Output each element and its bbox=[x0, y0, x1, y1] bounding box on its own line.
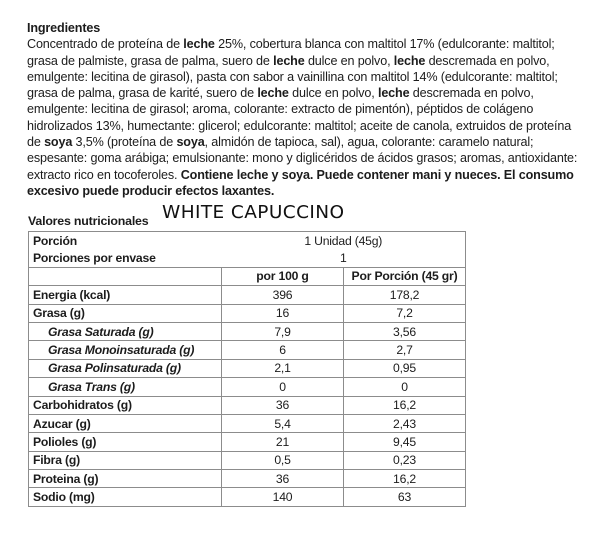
nutrient-row bbox=[29, 414, 466, 432]
ingredients-line bbox=[27, 183, 587, 199]
nutrient-label: Grasa Polinsaturada (g) bbox=[29, 359, 222, 377]
column-header-nutrient bbox=[29, 267, 222, 285]
serving-size-value: 1 Unidad (45g) bbox=[222, 232, 466, 250]
serving-size-row bbox=[29, 232, 466, 250]
nutrient-per-100g: 5,4 bbox=[222, 414, 344, 432]
nutrient-label: Polioles (g) bbox=[29, 433, 222, 451]
nutrient-per-serving: 178,2 bbox=[344, 286, 466, 304]
nutrient-label: Sodio (mg) bbox=[29, 488, 222, 506]
ingredients-text-run: Concentrado de proteína de bbox=[27, 37, 184, 52]
ingredients-bold-text: leche bbox=[393, 53, 426, 68]
ingredients-text-run: grasa de palma, grasa de karité, suero de bbox=[27, 86, 258, 101]
ingredients-line bbox=[27, 36, 587, 52]
ingredients-bold-text: soya bbox=[44, 135, 73, 150]
nutrient-row bbox=[29, 341, 466, 359]
ingredients-bold-text: leche bbox=[273, 53, 305, 68]
servings-per-container-value: 1 bbox=[222, 249, 466, 267]
ingredients-line bbox=[27, 69, 587, 85]
ingredients-bold-text: excesivo puede producir efectos laxantes. bbox=[27, 183, 275, 198]
column-header-per-100g: por 100 g bbox=[222, 267, 344, 285]
nutrient-row bbox=[29, 286, 466, 304]
ingredients-block bbox=[27, 20, 587, 199]
nutrient-label: Energia (kcal) bbox=[29, 286, 222, 304]
ingredients-text-run: descremada en polvo, bbox=[409, 86, 534, 101]
ingredients-text-run: , almidón de tapioca, sal), agua, colorante: caramelo natural; bbox=[204, 135, 534, 150]
ingredients-bold-text: Contiene leche y soya. Puede contener mani y nueces. El consumo bbox=[180, 167, 574, 182]
nutrient-per-serving: 7,2 bbox=[344, 304, 466, 322]
nutrient-label: Grasa Saturada (g) bbox=[29, 322, 222, 340]
servings-per-container-row bbox=[29, 249, 466, 267]
ingredients-text bbox=[27, 36, 587, 199]
ingredients-text-run: emulgente: lecitina de girasol), pasta con sabor a vainillina con maltitol 14% (edulcorante: maltitol; bbox=[27, 69, 558, 84]
nutrient-per-serving: 16,2 bbox=[344, 470, 466, 488]
nutrient-row bbox=[29, 451, 466, 469]
ingredients-line bbox=[27, 101, 587, 117]
nutrient-per-serving: 0,95 bbox=[344, 359, 466, 377]
nutrient-row bbox=[29, 488, 466, 506]
ingredients-text-run: dulce en polvo, bbox=[288, 86, 378, 101]
ingredients-text-run: extracto rico en tocoferoles. bbox=[27, 167, 181, 182]
nutrient-per-serving: 0,23 bbox=[344, 451, 466, 469]
nutrient-row bbox=[29, 378, 466, 396]
ingredients-title: Ingredientes bbox=[27, 21, 101, 35]
ingredients-line bbox=[27, 134, 587, 150]
column-header-row bbox=[29, 267, 466, 285]
ingredients-bold-text: leche bbox=[377, 86, 410, 101]
ingredients-line bbox=[27, 53, 587, 69]
ingredients-text-run: emulgente: lecitina de girasol; aroma, colorante: extracto de pimentón), péptidos de colágeno bbox=[27, 102, 534, 117]
nutrient-per-serving: 3,56 bbox=[344, 322, 466, 340]
nutrient-per-100g: 0,5 bbox=[222, 451, 344, 469]
nutrient-per-100g: 6 bbox=[222, 341, 344, 359]
ingredients-bold-text: leche bbox=[257, 86, 289, 101]
ingredients-text-run: espesante: goma arábiga; emulsionante: mono y diglicéridos de ácidos grasos; aromas, antioxidante: bbox=[27, 151, 578, 166]
ingredients-text-run: dulce en polvo, bbox=[304, 53, 394, 68]
nutrient-per-serving: 63 bbox=[344, 488, 466, 506]
nutrient-per-100g: 36 bbox=[222, 396, 344, 414]
ingredients-text-run: hidrolizados 13%, humectante: glicerol; edulcorante: maltitol; aceite de canola, extruidos de proteína bbox=[27, 118, 572, 133]
nutrient-row bbox=[29, 433, 466, 451]
nutrient-label: Grasa Monoinsaturada (g) bbox=[29, 341, 222, 359]
nutrient-row bbox=[29, 470, 466, 488]
nutrient-per-100g: 140 bbox=[222, 488, 344, 506]
ingredients-text-run: descremada en polvo, bbox=[425, 53, 550, 68]
nutrient-row bbox=[29, 322, 466, 340]
nutrient-row bbox=[29, 359, 466, 377]
ingredients-text-run: de bbox=[27, 135, 45, 150]
ingredients-text-run: 25%, cobertura blanca con maltitol 17% (edulcorante: maltitol; bbox=[214, 37, 555, 52]
nutrient-per-serving: 16,2 bbox=[344, 396, 466, 414]
nutrient-per-100g: 16 bbox=[222, 304, 344, 322]
ingredients-line bbox=[27, 85, 587, 101]
nutrient-label: Azucar (g) bbox=[29, 414, 222, 432]
nutrient-per-100g: 0 bbox=[222, 378, 344, 396]
column-header-per-serving: Por Porción (45 gr) bbox=[344, 267, 466, 285]
nutrient-label: Fibra (g) bbox=[29, 451, 222, 469]
nutrient-per-100g: 21 bbox=[222, 433, 344, 451]
nutrient-per-100g: 2,1 bbox=[222, 359, 344, 377]
ingredients-line bbox=[27, 118, 587, 134]
nutrition-table bbox=[28, 231, 466, 507]
nutrient-row bbox=[29, 396, 466, 414]
serving-size-label: Porción bbox=[29, 232, 222, 250]
ingredients-text-run: grasa de palmiste, grasa de palma, suero de bbox=[27, 53, 274, 68]
nutrition-section-label: Valores nutricionales bbox=[28, 214, 149, 228]
ingredients-text-run: 3,5% (proteína de bbox=[72, 135, 177, 150]
nutrient-per-serving: 2,7 bbox=[344, 341, 466, 359]
nutrient-per-serving: 0 bbox=[344, 378, 466, 396]
ingredients-line bbox=[27, 150, 587, 166]
servings-per-container-label: Porciones por envase bbox=[29, 249, 222, 267]
nutrient-per-100g: 7,9 bbox=[222, 322, 344, 340]
nutrient-per-serving: 2,43 bbox=[344, 414, 466, 432]
ingredients-line bbox=[27, 167, 587, 183]
ingredients-bold-text: leche bbox=[183, 37, 215, 52]
product-title: WHITE CAPUCCINO bbox=[162, 202, 345, 223]
nutrient-label: Grasa (g) bbox=[29, 304, 222, 322]
nutrient-per-serving: 9,45 bbox=[344, 433, 466, 451]
nutrient-label: Proteina (g) bbox=[29, 470, 222, 488]
ingredients-bold-text: soya bbox=[176, 135, 205, 150]
nutrient-per-100g: 36 bbox=[222, 470, 344, 488]
nutrient-row bbox=[29, 304, 466, 322]
nutrient-label: Grasa Trans (g) bbox=[29, 378, 222, 396]
nutrient-per-100g: 396 bbox=[222, 286, 344, 304]
nutrient-label: Carbohidratos (g) bbox=[29, 396, 222, 414]
